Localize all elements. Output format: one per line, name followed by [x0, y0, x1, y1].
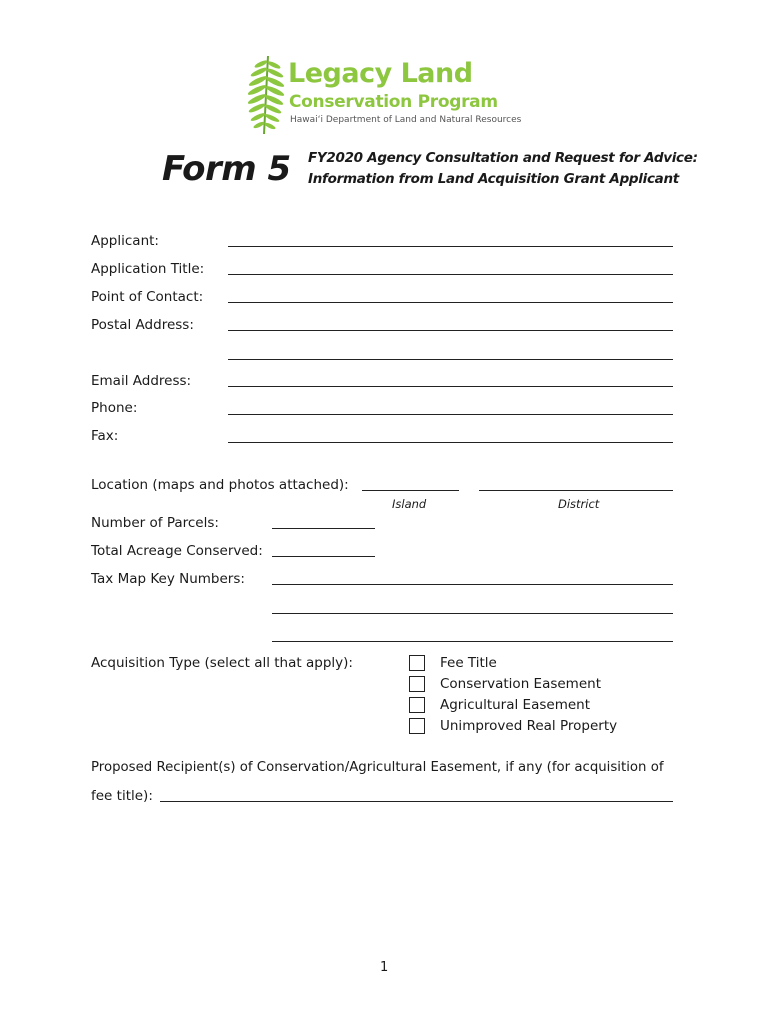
form-title-line2: Information from Land Acquisition Grant Applicant: [308, 171, 679, 187]
fern-icon: [248, 52, 288, 136]
agricultural-easement-checkbox[interactable]: [409, 697, 425, 713]
application-title-field[interactable]: [228, 274, 673, 275]
email-address-field[interactable]: [228, 386, 673, 387]
tax-map-key-field-1[interactable]: [272, 584, 673, 585]
fax-label: Fax:: [91, 428, 119, 444]
phone-label: Phone:: [91, 400, 138, 416]
fax-field[interactable]: [228, 442, 673, 443]
applicant-field[interactable]: [228, 246, 673, 247]
fee-title-checkbox[interactable]: [409, 655, 425, 671]
postal-address-label: Postal Address:: [91, 317, 194, 333]
total-acreage-field[interactable]: [272, 556, 375, 557]
form-label: Form 5: [162, 149, 291, 189]
postal-address-field-1[interactable]: [228, 330, 673, 331]
district-caption: District: [558, 497, 600, 511]
conservation-easement-checkbox[interactable]: [409, 676, 425, 692]
phone-field[interactable]: [228, 414, 673, 415]
form-title-line1: FY2020 Agency Consultation and Request for Advice:: [308, 150, 698, 166]
fee-title-option: Fee Title: [440, 655, 497, 671]
island-caption: Island: [392, 497, 427, 511]
proposed-recipient-field[interactable]: [160, 801, 673, 802]
logo-title: Legacy Land: [288, 58, 473, 89]
proposed-recipient-label: Proposed Recipient(s) of Conservation/Agricultural Easement, if any (for acquisition of: [91, 760, 664, 775]
conservation-easement-option: Conservation Easement: [440, 676, 601, 692]
logo: [248, 52, 538, 136]
district-field[interactable]: [479, 490, 673, 491]
agricultural-easement-option: Agricultural Easement: [440, 697, 590, 713]
page-number: 1: [380, 960, 389, 975]
acquisition-type-label: Acquisition Type (select all that apply):: [91, 655, 353, 671]
applicant-label: Applicant:: [91, 233, 159, 249]
tax-map-key-field-3[interactable]: [272, 641, 673, 642]
email-address-label: Email Address:: [91, 373, 192, 389]
location-label: Location (maps and photos attached):: [91, 477, 349, 493]
postal-address-field-2[interactable]: [228, 359, 673, 360]
number-of-parcels-field[interactable]: [272, 528, 375, 529]
number-of-parcels-label: Number of Parcels:: [91, 515, 219, 531]
island-field[interactable]: [362, 490, 459, 491]
tax-map-key-field-2[interactable]: [272, 613, 673, 614]
point-of-contact-label: Point of Contact:: [91, 289, 204, 305]
logo-subtitle: Conservation Program: [289, 92, 498, 112]
unimproved-real-property-option: Unimproved Real Property: [440, 718, 618, 734]
application-title-label: Application Title:: [91, 261, 205, 277]
logo-org: Hawai‘i Department of Land and Natural Resources: [290, 115, 522, 125]
unimproved-real-property-checkbox[interactable]: [409, 718, 425, 734]
point-of-contact-field[interactable]: [228, 302, 673, 303]
fee-title-recipient-label: fee title):: [91, 788, 153, 804]
tax-map-key-label: Tax Map Key Numbers:: [91, 571, 245, 587]
total-acreage-label: Total Acreage Conserved:: [91, 543, 263, 559]
